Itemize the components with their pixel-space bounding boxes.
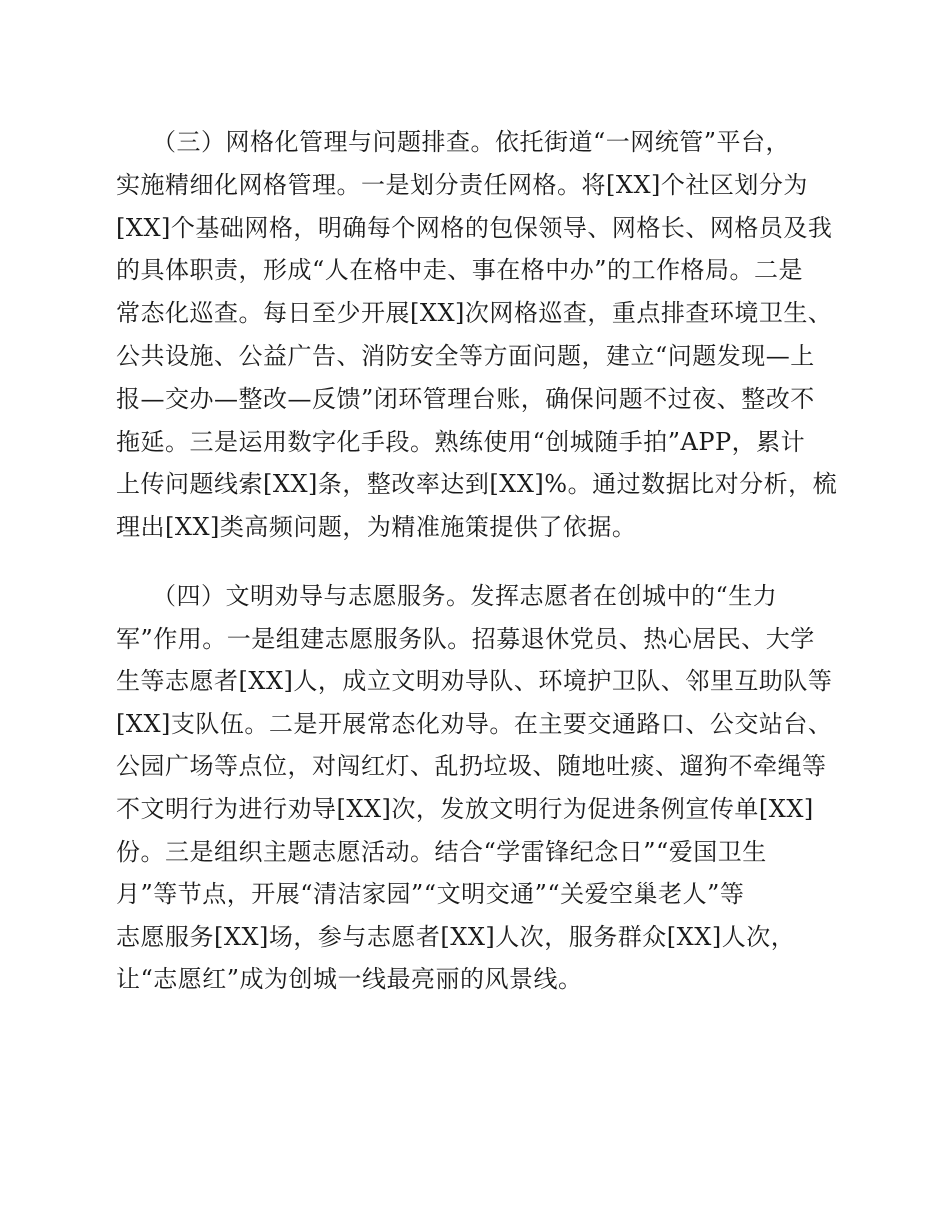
paragraph-line: 理出[XX]类高频问题，为精准施策提供了依据。: [116, 513, 637, 542]
paragraph-line: 月”等节点，开展“清洁家园”“文明交通”“关爱空巢老人”等: [116, 880, 745, 909]
paragraph-line: （四）文明劝导与志愿服务。发挥志愿者在创城中的“生力: [152, 582, 778, 610]
paragraph-line: 公共设施、公益广告、消防安全等方面问题，建立“问题发现—上: [116, 341, 815, 370]
paragraph-line: 不文明行为进行劝导[XX]次，发放文明行为促进条例宣传单[XX]: [116, 794, 814, 823]
paragraph-civility-volunteer: [116, 575, 836, 1001]
paragraph-line: 的具体职责，形成“人在格中走、事在格中办”的工作格局。二是: [116, 256, 804, 285]
paragraph-line: 实施精细化网格管理。一是划分责任网格。将[XX]个社区划分为: [116, 170, 808, 199]
paragraph-grid-management: [116, 121, 836, 549]
paragraph-line: [XX]个基础网格，明确每个网格的包保领导、网格长、网格员及我: [116, 213, 833, 242]
paragraph-line: [XX]支队伍。二是开展常态化劝导。在主要交通路口、公交站台、: [116, 709, 833, 738]
paragraph-line: （三）网格化管理与问题排查。依托街道“一网统管”平台，: [152, 128, 791, 156]
paragraph-line: 上传问题线索[XX]条，整改率达到[XX]%。通过数据比对分析，梳: [116, 470, 838, 499]
paragraph-line: 志愿服务[XX]场，参与志愿者[XX]人次，服务群众[XX]人次，: [116, 922, 796, 951]
paragraph-line: 让“志愿红”成为创城一线最亮丽的风景线。: [116, 965, 583, 994]
paragraph-line: 报—交办—整改—反馈”闭环管理台账，确保问题不过夜、整改不: [116, 384, 815, 413]
paragraph-line: 军”作用。一是组建志愿服务队。招募退休党员、热心居民、大学: [116, 624, 815, 653]
paragraph-line: 份。三是组织主题志愿活动。结合“学雷锋纪念日”“爱国卫生: [116, 837, 767, 866]
paragraph-line: 拖延。三是运用数字化手段。熟练使用“创城随手拍”APP，累计: [116, 427, 806, 456]
paragraph-line: 常态化巡查。每日至少开展[XX]次网格巡查，重点排查环境卫生、: [116, 299, 833, 328]
paragraph-line: 生等志愿者[XX]人，成立文明劝导队、环境护卫队、邻里互助队等: [116, 667, 833, 696]
paragraph-line: 公园广场等点位，对闯红灯、乱扔垃圾、随地吐痰、遛狗不牵绳等: [116, 752, 827, 781]
